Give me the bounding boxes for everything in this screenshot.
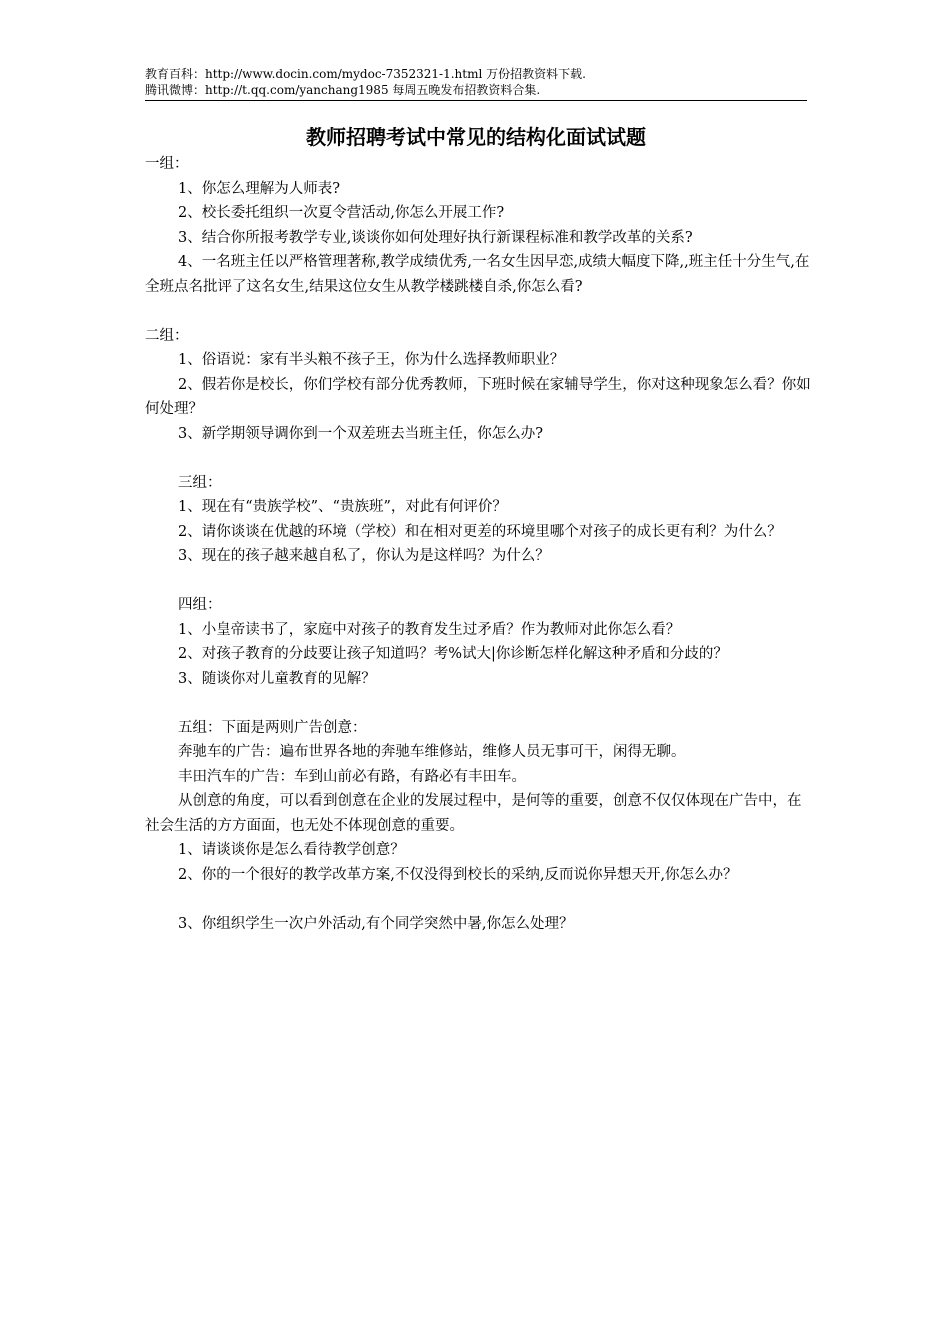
- group-2-question-2: 2、假若你是校长，你们学校有部分优秀教师，下班时候在家辅导学生，你对这种现象怎么看？你如何处理？: [145, 376, 811, 417]
- spacer: [145, 887, 813, 912]
- document-body: [145, 152, 813, 936]
- group-4-question-2: 2、对孩子教育的分歧要让孩子知道吗？考%试大|你诊断怎样化解这种矛盾和分歧的？: [178, 646, 728, 662]
- group-1-heading: 一组：: [145, 156, 189, 172]
- group-5-ad-1: 奔驰车的广告：遍布世界各地的奔驰车维修站，维修人员无事可干，闲得无聊。: [178, 744, 686, 760]
- header-line-2: 腾讯微博：http://t.qq.com/yanchang1985 每周五晚发布招教资料合集.: [145, 83, 541, 97]
- group-4-question-1: 1、小皇帝读书了，家庭中对孩子的教育发生过矛盾？作为教师对此你怎么看？: [178, 621, 681, 638]
- group-2-heading: 二组：: [145, 327, 189, 344]
- group-4-question-3: 3、随谈你对儿童教育的见解？: [178, 670, 376, 687]
- spacer: [145, 446, 813, 471]
- group-1-question-2: 2、校长委托组织一次夏令营活动,你怎么开展工作?: [178, 205, 505, 221]
- group-5-question-1: 1、请谈谈你是怎么看待教学创意？: [178, 842, 405, 858]
- group-3-question-1: 1、现在有“贵族学校”、“贵族班”，对此有何评价？: [178, 499, 507, 515]
- group-1-question-3: 3、结合你所报考教学专业,谈谈你如何处理好执行新课程标准和教学改革的关系?: [178, 229, 693, 246]
- spacer: [145, 691, 813, 716]
- group-5-question-2: 2、你的一个很好的教学改革方案,不仅没得到校长的采纳,反而说你异想天开,你怎么办？: [178, 866, 738, 883]
- group-5-paragraph: 从创意的角度，可以看到创意在企业的发展过程中，是何等的重要，创意不仅仅体现在广告中，在社会生活的方方面面，也无处不体现创意的重要。: [145, 793, 802, 834]
- header-line-1: 教育百科：http://www.docin.com/mydoc-7352321-1.html 万份招教资料下载.: [145, 67, 586, 81]
- spacer: [145, 569, 813, 594]
- document-title: 教师招聘考试中常见的结构化面试试题: [306, 125, 646, 149]
- group-2-question-3: 3、新学期领导调你到一个双差班去当班主任，你怎么办?: [178, 425, 543, 442]
- group-3-heading: 三组：: [178, 474, 222, 491]
- group-2-question-1: 1、俗语说：家有半头粮不孩子王，你为什么选择教师职业？: [178, 352, 565, 368]
- page-header: [145, 66, 807, 101]
- group-3-question-2: 2、请你谈谈在优越的环境（学校）和在相对更差的环境里哪个对孩子的成长更有利？为什么？: [178, 523, 782, 540]
- group-1-question-1: 1、你怎么理解为人师表?: [178, 180, 340, 197]
- group-5-ad-2: 丰田汽车的广告：车到山前必有路，有路必有丰田车。: [178, 768, 526, 785]
- spacer: [145, 299, 813, 324]
- group-3-question-3: 3、现在的孩子越来越自私了，你认为是这样吗？为什么？: [178, 548, 550, 564]
- group-4-heading: 四组：: [178, 597, 222, 613]
- group-5-heading: 五组：下面是两则广告创意：: [178, 719, 367, 736]
- group-5-question-3: 3、你组织学生一次户外活动,有个同学突然中暑,你怎么处理？: [178, 915, 574, 932]
- group-1-question-4: 4、一名班主任以严格管理著称,教学成绩优秀,一名女生因早恋,成绩大幅度下降,,班主任十分生气,在全班点名批评了这名女生,结果这位女生从教学楼跳楼自杀,你怎么看?: [145, 254, 810, 295]
